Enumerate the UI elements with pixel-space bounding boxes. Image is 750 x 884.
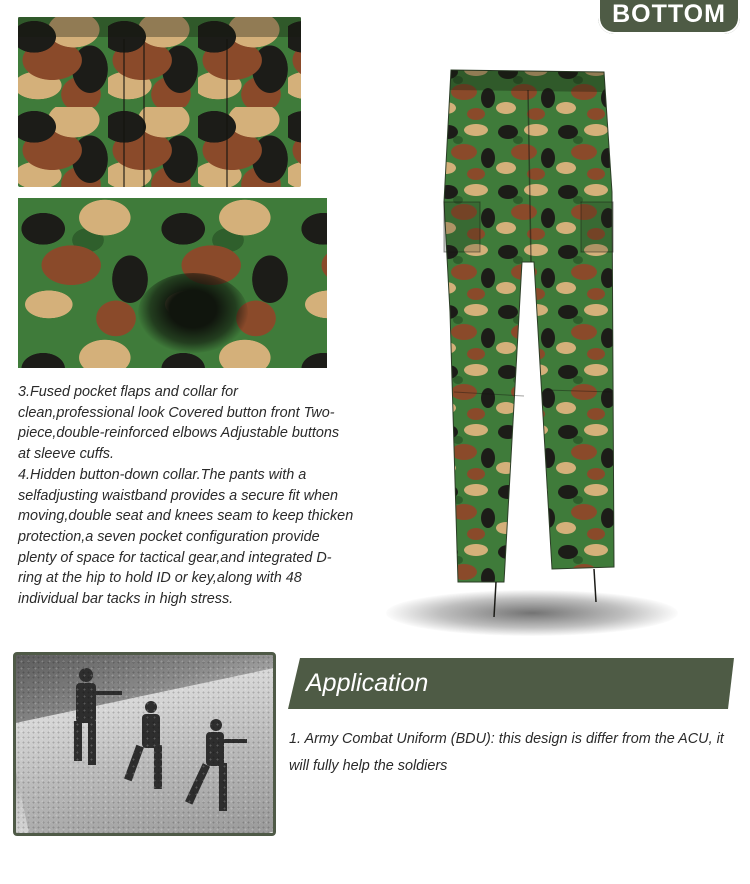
fly-seam	[226, 39, 228, 187]
camo-pants-photo	[436, 62, 626, 622]
belt-loop-seam	[143, 39, 145, 187]
photo-grain	[16, 655, 273, 833]
fabric-fold	[138, 273, 248, 353]
application-text: 1. Army Combat Uniform (BDU): this design is differ from the ACU, it will fully help the soldiers	[289, 731, 724, 774]
waistband	[18, 17, 301, 37]
waistband-detail-photo	[18, 17, 301, 187]
soldiers-application-photo	[13, 652, 276, 836]
feature-paragraph-4: 4.Hidden button-down collar.The pants with a selfadjusting waistband provides a secure fit when moving,double seat and knees seam to keep thicken protection,a seven pocket configuration provide plenty of space for tactical gear,and integrated D-ring at the hip to hold ID or key,along with 48 individual bar tacks in high stress.	[18, 466, 354, 608]
application-heading: Application	[306, 669, 429, 697]
section-badge-bottom	[598, 0, 740, 34]
fabric-detail-photo	[18, 198, 327, 368]
feature-description	[18, 382, 354, 610]
badge-label: BOTTOM	[612, 0, 726, 28]
belt-loop-seam	[123, 39, 125, 187]
feature-paragraph-3: 3.Fused pocket flaps and collar for clean,professional look Covered button front Two-piece,double-reinforced elbows Adjustable buttons at sleeve cuffs.	[18, 384, 340, 463]
